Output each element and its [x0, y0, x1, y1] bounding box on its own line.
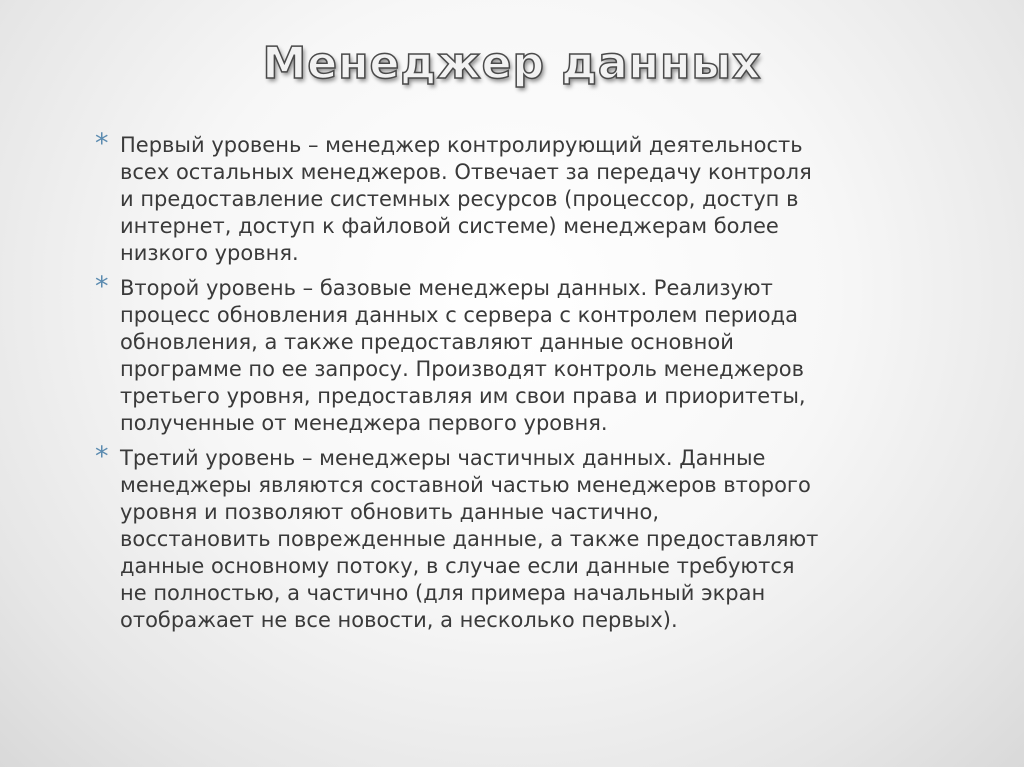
- asterisk-bullet-icon: *: [95, 271, 109, 302]
- bullet-item-2: [95, 271, 915, 437]
- bullet-item-1: [95, 128, 915, 267]
- bullet-line: восстановить поврежденные данные, а также предоставляют: [120, 527, 819, 551]
- bullet-line: менеджеры являются составной частью менеджеров второго: [120, 473, 811, 497]
- bullet-line: обновления, а также предоставляют данные основной: [120, 330, 734, 354]
- bullet-line: низкого уровня.: [120, 241, 299, 265]
- bullet-line: отображает не все новости, а несколько первых).: [120, 608, 678, 632]
- bullet-item-3: [95, 441, 915, 634]
- bullet-line: и предоставление системных ресурсов (процессор, доступ в: [120, 187, 799, 211]
- bullet-line: уровня и позволяют обновить данные частично,: [120, 500, 660, 524]
- bullet-line: процесс обновления данных с сервера с контролем периода: [120, 303, 799, 327]
- asterisk-bullet-icon: *: [95, 128, 109, 159]
- bullet-line: программе по ее запросу. Производят контроль менеджеров: [120, 357, 804, 381]
- bullet-line: не полностью, а частично (для примера начальный экран: [120, 581, 766, 605]
- bullet-line: третьего уровня, предоставляя им свои права и приоритеты,: [120, 384, 806, 408]
- bullet-line: Первый уровень – менеджер контролирующий деятельность: [120, 133, 803, 157]
- bullet-list: [95, 128, 915, 642]
- bullet-line: полученные от менеджера первого уровня.: [120, 411, 608, 435]
- bullet-line: Второй уровень – базовые менеджеры данных. Реализуют: [120, 276, 773, 300]
- bullet-line: всех остальных менеджеров. Отвечает за передачу контроля: [120, 160, 812, 184]
- bullet-line: Третий уровень – менеджеры частичных данных. Данные: [120, 446, 766, 470]
- bullet-line: интернет, доступ к файловой системе) менеджерам более: [120, 214, 779, 238]
- asterisk-bullet-icon: *: [95, 441, 109, 472]
- bullet-line: данные основному потоку, в случае если данные требуются: [120, 554, 795, 578]
- slide-title: Менеджер данных: [262, 38, 762, 89]
